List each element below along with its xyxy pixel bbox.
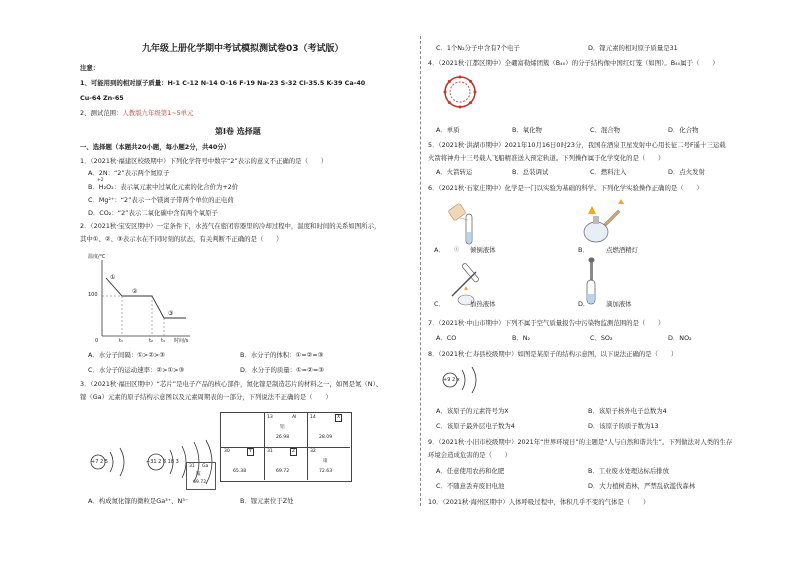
q3-periodic-table bbox=[220, 412, 352, 482]
q6-option-d-caption: 滴加液体 bbox=[606, 300, 632, 308]
q2-stem: 2．（2021秋·宝安区期中）一定条件下，水蒸气在密闭容器里的冷却过程中，温度和时间的关系如图所示， bbox=[80, 222, 381, 230]
q3-z-mass: 69.72 bbox=[276, 469, 290, 474]
q3-gallium-atom-label: +31 2 8 18 3 bbox=[146, 459, 179, 465]
q1-option-c: C．Mg²⁺：“2”表示一个镁离子带两个单位的正电荷 bbox=[88, 196, 234, 204]
q9-option-b: B．工业废水处理达标后排放 bbox=[588, 467, 670, 475]
q2-option-c: C．水分子的运动速率：②>①>③ bbox=[88, 366, 185, 374]
q9-option-a: A．任意使用农药和化肥 bbox=[436, 467, 505, 475]
q6-option-d: D． bbox=[578, 300, 590, 308]
q3-table-empty-cell bbox=[221, 413, 265, 448]
q6-option-c: C． bbox=[434, 300, 445, 308]
q8-stem: 8．（2021秋·仁寿县校级期中）如图是某原子的结构示意图，以下说法正确的是（ ） bbox=[428, 350, 678, 358]
q8-option-a: A．该原子的元素符号为X bbox=[436, 407, 509, 415]
q4-option-a: A．单质 bbox=[436, 126, 460, 134]
notes-scope-label: 2、测试范围： bbox=[80, 109, 123, 117]
right-column bbox=[428, 0, 773, 562]
q6-option-c-caption: 加热液体 bbox=[470, 300, 496, 308]
q7-option-b: B．N₂ bbox=[512, 334, 531, 342]
q7-option-a: A．CO bbox=[436, 334, 457, 342]
q6-pouring-liquid-illustration bbox=[444, 200, 484, 250]
q3-al-number: 13 bbox=[267, 415, 273, 420]
q3-al-mass: 26.98 bbox=[276, 435, 290, 440]
q1-option-b-valence: +2 bbox=[97, 178, 104, 183]
q3-y-symbol: Y bbox=[249, 449, 252, 454]
q5-stem: 5．（2021秋·洪湖市期中）2021年10月16日0时23分，我国在酒泉卫星发射中心用长征二号F遥十三运载 bbox=[428, 141, 726, 149]
q1-option-d: D．CO₂：“2”表示二氧化碳中含有两个氧原子 bbox=[88, 209, 218, 217]
q3-option-b: B．镓元素位于Z处 bbox=[240, 497, 294, 505]
notes-label: 注意： bbox=[80, 64, 100, 72]
q3-y-mass: 65.38 bbox=[233, 469, 247, 474]
q5-option-b: B．总装调试 bbox=[512, 168, 549, 176]
q1-stem: 1．（2021秋·福建区校级期中）下列化学符号中数字“2”表示的意义不正确的是（ ） bbox=[80, 157, 328, 165]
q2-graph-t1: t₁ bbox=[119, 338, 123, 344]
section-title: 第Ⅰ卷 选择题 bbox=[215, 127, 261, 136]
q3-ga-symbol: Ga bbox=[202, 464, 209, 469]
q3-stem-cont: 镓（Ga）元素的原子结构示意图以及元素周期表的一部分，下列说法不正确的是（ ） bbox=[80, 393, 332, 401]
q4-option-b: B．氧化物 bbox=[512, 126, 542, 134]
q4-option-c: C．混合物 bbox=[590, 126, 621, 134]
q9-stem: 9．（2021秋·小旧市校级期中）2021年“世界环境日”的主题是“人与自然和谐共生”。下列做法对人类的生存 bbox=[428, 438, 733, 446]
notes-atomic-mass: 1、可能用到的相对原子质量：H-1 C-12 N-14 O-16 F-19 Na-23 S-32 Cl-35.5 K-39 Ca-40 bbox=[80, 79, 366, 87]
q4-stem: 4．（2021秋·江都区期中）全硼富勒烯团簇（B₄₀）的分子结构像中国红灯笼（如图）。B₄₀属于（ ） bbox=[428, 59, 719, 67]
q10-stem: 10．（2021秋·海州区期中）人体呼吸过程中，体积几乎不变的气体是（ ） bbox=[428, 498, 650, 506]
q8-option-b: B．该原子核外电子总数为4 bbox=[588, 407, 667, 415]
q2-graph-origin: 0 bbox=[95, 338, 99, 344]
q2-graph-xlabel: 时间/s bbox=[174, 338, 189, 344]
q3-z-number: 31 bbox=[267, 449, 273, 454]
q6-alcohol-lamp-illustration bbox=[578, 198, 626, 248]
q3-x-number: 14 bbox=[310, 415, 316, 420]
q3-nitrogen-atom-label: +7 2 5 bbox=[91, 459, 108, 465]
notes-atomic-mass-cont: Cu-64 Zn-65 bbox=[80, 94, 124, 102]
q7-option-c: C．SO₂ bbox=[590, 334, 613, 342]
q2-stem-cont: 其中①、②、③表示水在不同时刻的状态，有关判断不正确的是（ ） bbox=[80, 235, 283, 243]
q3-al-name: 铝 bbox=[280, 425, 285, 430]
q3-option-a: A．构成氮化镓的微粒是Ga³⁺、N³⁻ bbox=[88, 497, 189, 505]
q4-option-d: D．化合物 bbox=[668, 126, 699, 134]
q2-option-d: D．水分子的质量：①=②=③ bbox=[240, 366, 324, 374]
q9-option-c: C．不随意丢弃废旧电池 bbox=[436, 482, 505, 490]
q2-graph-state3: ③ bbox=[168, 310, 174, 317]
q5-option-a: A．火箭转运 bbox=[436, 168, 473, 176]
q5-option-d: D．点火发射 bbox=[668, 168, 705, 176]
q1-option-b: B．H₂O₂：表示氧元素中过氧化元素的化合价为+2价 bbox=[88, 183, 239, 191]
column-divider bbox=[420, 36, 421, 506]
q3-ga-number: 31 bbox=[189, 464, 195, 469]
q3-table-cell-al bbox=[264, 413, 308, 448]
q7-stem: 7．（2021秋·中山市期中）下列不属于空气质量报告中污染物监测范围的是（ ） bbox=[428, 319, 665, 327]
q7-option-d: D．NO₂ bbox=[668, 334, 692, 342]
q4-b40-lantern-diagram bbox=[440, 72, 480, 112]
q3-z-symbol: Z bbox=[292, 449, 296, 454]
q2-temperature-graph bbox=[86, 250, 196, 346]
q6-option-b-caption: 点燃酒精灯 bbox=[606, 246, 638, 254]
q2-graph-t3: t₃ bbox=[161, 338, 165, 344]
left-column bbox=[80, 0, 415, 562]
q8-option-c: C．该原子最外层电子数为4 bbox=[436, 422, 515, 430]
q5-stem-cont: 火箭将神舟十三号载人飞船精准送入预定轨道。下列操作属于化学变化的是（ ） bbox=[428, 154, 665, 162]
q2-graph-state2: ② bbox=[132, 288, 138, 295]
q6-option-a: A． bbox=[434, 246, 445, 254]
q3-x-mass: 28.09 bbox=[319, 435, 333, 440]
q2-option-a: A．水分子间隔：①>②>③ bbox=[88, 351, 166, 359]
q9-stem-cont: 环境会造成危害的是（ ） bbox=[428, 451, 512, 459]
notes-scope-value: 人教版九年级第1~5单元 bbox=[122, 109, 194, 117]
q3-table-cell-x bbox=[307, 413, 350, 448]
q3-ge-name: 锗 bbox=[323, 459, 328, 464]
page-title: 九年级上册化学期中考试模拟测试卷03（考试版） bbox=[142, 44, 344, 54]
q3-x-symbol: X bbox=[337, 415, 341, 420]
q5-option-c: C．燃料注入 bbox=[590, 168, 627, 176]
q3-gallium-tile bbox=[186, 462, 216, 490]
q2-graph-state1: ① bbox=[110, 274, 116, 281]
q2-graph-y100: 100 bbox=[88, 292, 98, 298]
q3-stem: 3．（2021秋·福田区期中）“芯片”是电子产品的核心部件，氮化镓是制造芯片的材料之一，如图是氮（N）、 bbox=[80, 380, 383, 388]
q3-ge-mass: 72.63 bbox=[319, 469, 333, 474]
q6-stem: 6．（2021秋·石家庄期中）化学是一门以实验为基础的科学。下列化学实验操作正确的是（ ） bbox=[428, 184, 703, 192]
q3-table-cell-ge bbox=[307, 447, 350, 480]
q9-option-d: D．大力植树造林，严禁乱砍滥伐森林 bbox=[588, 482, 696, 490]
q2-graph-t2: t₂ bbox=[149, 338, 153, 344]
q3-option-c: C．1个N₂分子中含有7个电子 bbox=[436, 44, 520, 52]
q3-table-cell-y bbox=[221, 447, 265, 480]
q2-option-b: B．水分子的体积：①=②=③ bbox=[240, 351, 324, 359]
q6-option-a-caption: 倾倒液体 bbox=[470, 246, 496, 254]
q2-graph-ylabel: 温度/℃ bbox=[88, 254, 106, 260]
notes-scope bbox=[80, 109, 193, 117]
section-subtitle: 一、选择题（本题共20小题，每小题2分，共40分） bbox=[80, 143, 231, 151]
q3-al-symbol: Al bbox=[292, 415, 297, 420]
q3-ga-mass: 69.72 bbox=[193, 480, 207, 485]
q3-ge-number: 32 bbox=[310, 449, 316, 454]
q3-option-d: D．镓元素的相对原子质量是31 bbox=[588, 44, 678, 52]
q8-atom-label: +9 2 x bbox=[443, 377, 460, 383]
q8-option-d: D．该原子的质子数为13 bbox=[588, 422, 659, 430]
q6-pour-icon: ⓘ bbox=[454, 247, 460, 253]
q3-table-cell-z bbox=[264, 447, 308, 480]
q3-y-number: 30 bbox=[224, 449, 230, 454]
q6-option-b: B． bbox=[578, 246, 589, 254]
q3-ga-name: 镓 bbox=[196, 472, 201, 477]
q1-option-a: A．2N：“2”表示两个氮原子 bbox=[88, 169, 170, 177]
